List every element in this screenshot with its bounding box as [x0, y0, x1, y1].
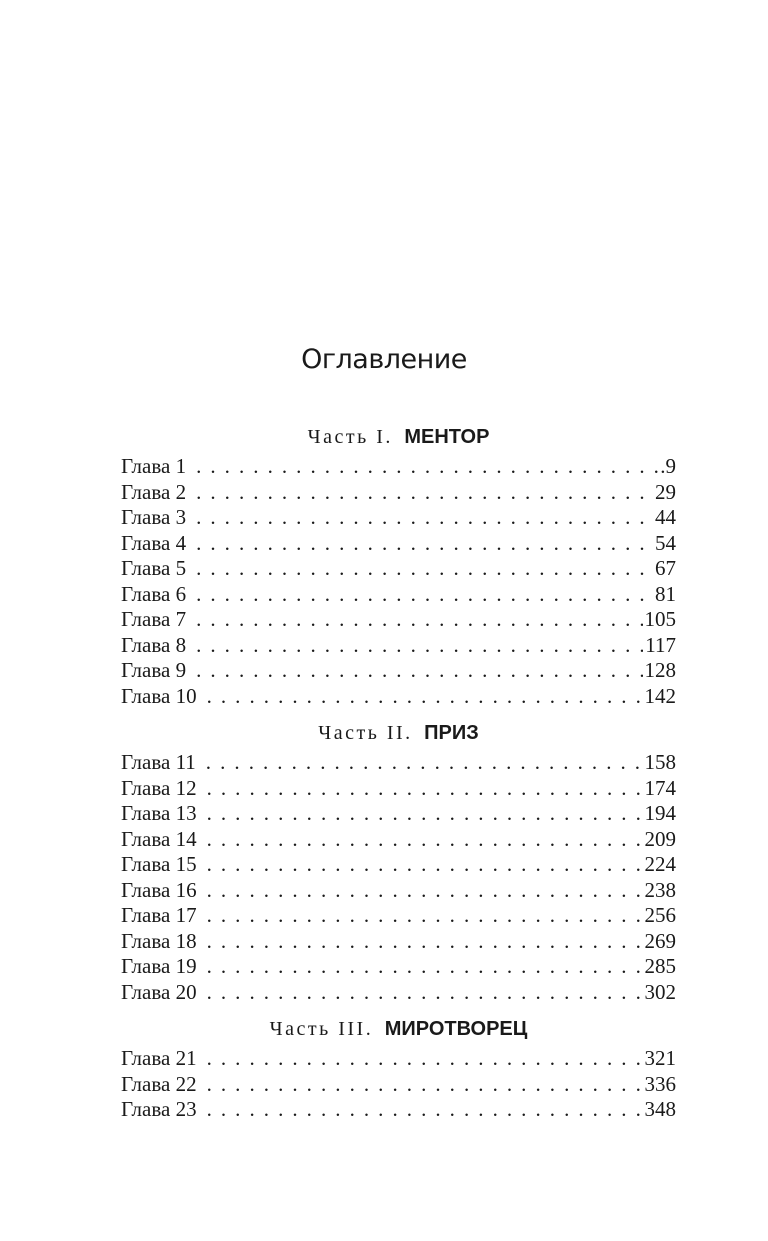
part-spacer — [121, 709, 676, 716]
chapter-label: Глава 3 — [121, 505, 187, 529]
dot-leader — [207, 801, 643, 827]
page-number: 174 — [644, 775, 676, 800]
page-number: 321 — [644, 1046, 676, 1070]
dot-leader — [207, 827, 643, 853]
chapter-label: Глава 14 — [121, 826, 197, 851]
page-number: 67 — [655, 556, 676, 580]
dot-leader — [196, 480, 653, 506]
dot-leader — [207, 903, 643, 929]
part-name: МИРОТВОРЕЦ — [384, 1018, 528, 1040]
part-heading — [121, 716, 676, 750]
toc-entry[interactable] — [121, 480, 676, 506]
chapter-label: Глава 6 — [121, 581, 187, 606]
page-number: 209 — [644, 826, 676, 851]
toc-entry[interactable] — [121, 454, 676, 480]
chapter-label: Глава 10 — [121, 683, 197, 708]
toc-entry[interactable] — [121, 750, 676, 776]
toc-entry[interactable] — [121, 658, 676, 684]
dot-leader — [207, 980, 643, 1006]
page-number: 54 — [655, 530, 676, 555]
page-number: 285 — [644, 954, 676, 978]
chapter-label: Глава 20 — [121, 979, 197, 1004]
dot-leader — [196, 582, 653, 608]
part-heading — [121, 1012, 676, 1046]
chapter-label: Глава 5 — [121, 556, 187, 580]
toc-entry[interactable] — [121, 980, 676, 1006]
toc-entry[interactable] — [121, 954, 676, 980]
part-spacer — [121, 1005, 676, 1012]
part-prefix: Часть III. — [269, 1018, 374, 1040]
chapter-label: Глава 18 — [121, 928, 197, 953]
dot-leader — [196, 607, 642, 633]
chapter-label: Глава 17 — [121, 903, 197, 927]
dot-leader — [207, 684, 643, 710]
toc-entry[interactable] — [121, 556, 676, 582]
page-number: 142 — [644, 683, 676, 708]
chapter-label: Глава 16 — [121, 877, 197, 902]
page-number: 256 — [644, 903, 676, 927]
dot-leader — [207, 954, 643, 980]
page-number: 269 — [644, 928, 676, 953]
page-number: 302 — [644, 979, 676, 1004]
chapter-label: Глава 19 — [121, 954, 197, 978]
toc-title: Оглавление — [301, 344, 467, 375]
dot-leader — [207, 852, 643, 878]
page-number: 224 — [644, 852, 676, 876]
page-number: 194 — [644, 801, 676, 825]
toc-entry[interactable] — [121, 1046, 676, 1072]
page-number: 117 — [645, 632, 676, 657]
part-heading — [121, 420, 676, 454]
page-number: 29 — [655, 479, 676, 504]
toc-entry[interactable] — [121, 582, 676, 608]
toc-entry[interactable] — [121, 903, 676, 929]
dot-leader — [196, 531, 653, 557]
toc-entry[interactable] — [121, 929, 676, 955]
chapter-label: Глава 2 — [121, 479, 187, 504]
toc-entry[interactable] — [121, 633, 676, 659]
part-prefix: Часть II. — [318, 722, 413, 744]
dot-leader — [196, 658, 642, 684]
page-number: .9 — [660, 454, 676, 478]
chapter-label: Глава 21 — [121, 1046, 197, 1070]
page-number: 336 — [644, 1071, 676, 1096]
dot-leader — [207, 929, 643, 955]
dot-leader — [207, 1072, 643, 1098]
chapter-label: Глава 12 — [121, 775, 197, 800]
toc-entry[interactable] — [121, 776, 676, 802]
dot-leader — [196, 505, 653, 531]
page-number: 105 — [644, 607, 676, 631]
dot-leader — [196, 633, 643, 659]
page-number: 238 — [644, 877, 676, 902]
chapter-label: Глава 13 — [121, 801, 197, 825]
page-number: 158 — [644, 750, 676, 774]
page-number: 81 — [655, 581, 676, 606]
dot-leader — [196, 454, 658, 480]
toc-entry[interactable] — [121, 1072, 676, 1098]
part-name: ПРИЗ — [424, 722, 479, 744]
chapter-label: Глава 22 — [121, 1071, 197, 1096]
dot-leader — [207, 878, 643, 904]
toc-entry[interactable] — [121, 505, 676, 531]
toc-entry[interactable] — [121, 1097, 676, 1123]
dot-leader — [206, 750, 643, 776]
toc-entry[interactable] — [121, 878, 676, 904]
part-name: МЕНТОР — [404, 426, 490, 448]
chapter-label: Глава 11 — [121, 750, 196, 774]
toc-entry[interactable] — [121, 684, 676, 710]
chapter-label: Глава 4 — [121, 530, 187, 555]
toc-entry[interactable] — [121, 827, 676, 853]
chapter-label: Глава 23 — [121, 1097, 197, 1121]
chapter-label: Глава 15 — [121, 852, 197, 876]
chapter-label: Глава 9 — [121, 658, 187, 682]
page-number: 348 — [644, 1097, 676, 1121]
toc-entry[interactable] — [121, 801, 676, 827]
table-of-contents — [121, 420, 676, 1123]
part-prefix: Часть I. — [307, 426, 393, 448]
toc-entry[interactable] — [121, 607, 676, 633]
dot-leader — [196, 556, 653, 582]
toc-entry[interactable] — [121, 531, 676, 557]
page-number: 44 — [655, 505, 676, 529]
dot-leader — [207, 776, 643, 802]
chapter-label: Глава 1 — [121, 454, 187, 478]
dot-leader — [207, 1046, 643, 1072]
toc-entry[interactable] — [121, 852, 676, 878]
chapter-label: Глава 7 — [121, 607, 187, 631]
page-number: 128 — [644, 658, 676, 682]
dot-leader — [207, 1097, 643, 1123]
chapter-label: Глава 8 — [121, 632, 187, 657]
